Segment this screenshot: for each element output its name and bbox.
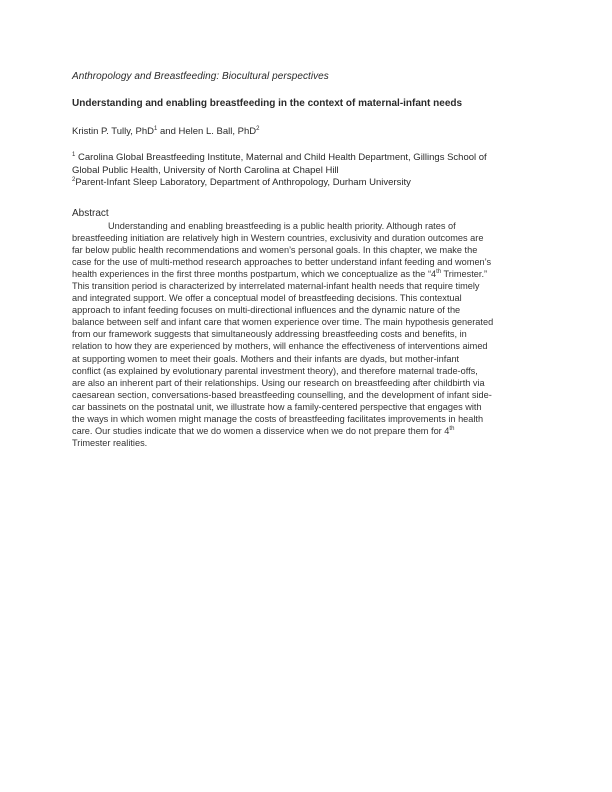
abstract-line: relation to how they are experienced by mothers, will enhance the effectiveness of interventions aimed xyxy=(72,341,488,352)
chapter-title: Understanding and enabling breastfeeding in the context of maternal-infant needs xyxy=(72,98,463,109)
abstract-line: at supporting women to meet their goals. Mothers and their infants are dyads, but mother-infant xyxy=(72,353,460,364)
abstract-line: Trimester realities. xyxy=(72,437,148,448)
abstract-line: and integrated support. We offer a conceptual model of breastfeeding decisions. This contextual xyxy=(72,293,462,304)
abstract-text: health experiences in the first three months postpartum, which we conceptualize as the “4 xyxy=(72,269,437,280)
affiliation-marker: 2 xyxy=(72,176,76,183)
affiliation-text: Parent-Infant Sleep Laboratory, Department of Anthropology, Durham University xyxy=(75,177,411,188)
abstract-line: car bassinets on the postnatal unit, we illustrate how a family-centered perspective that engages with xyxy=(72,401,482,412)
abstract-line: balance between self and infant care that women experience over time. The main hypothesis generated xyxy=(72,317,494,328)
abstract-line: from our framework suggests that simultaneously addressing breastfeeding costs and benefits, in xyxy=(72,329,467,340)
ordinal-suffix: th xyxy=(449,425,455,432)
affiliation-text: Global Public Health, University of North Carolina at Chapel Hill xyxy=(72,164,339,176)
author-line xyxy=(72,126,259,137)
abstract-line: are also an inherent part of their relationships. Using our research on breastfeeding after childbirth via xyxy=(72,377,485,388)
abstract-text: Trimester.” xyxy=(441,269,488,280)
abstract-text: care. Our studies indicate that we do women a disservice when we do not prepare them for 4 xyxy=(72,425,450,436)
abstract-line: conflict (as explained by evolutionary parental investment theory), and therefore maternal trade-offs, xyxy=(72,365,478,376)
affiliation-line xyxy=(72,177,532,190)
series-title: Anthropology and Breastfeeding: Biocultural perspectives xyxy=(72,71,329,82)
abstract-line: breastfeeding initiation are relatively high in Western countries, exclusivity and duration outcomes are xyxy=(72,233,484,244)
abstract-heading: Abstract xyxy=(72,208,109,219)
affiliation-marker: 1 xyxy=(72,151,76,158)
abstract-line: case for the use of multi-method research approaches to better understand infant feeding and women’s xyxy=(72,257,492,268)
author-name: Kristin P. Tully, PhD xyxy=(72,126,155,137)
abstract-line: This transition period is characterized by interrelated maternal-infant health needs that require timely xyxy=(72,281,480,292)
affiliation-line xyxy=(72,152,532,165)
abstract-line: the ways in which women might manage the costs of breastfeeding facilitates improvements in health xyxy=(72,413,484,424)
affiliation-line xyxy=(72,165,532,178)
abstract-line: caesarean section, conversations-based breastfeeding counselling, and the development of infant side- xyxy=(72,389,492,400)
affiliation-text: Carolina Global Breastfeeding Institute, Maternal and Child Health Department, Gillings School of xyxy=(75,152,487,163)
affiliations xyxy=(72,152,532,190)
affiliation-marker: 1 xyxy=(154,125,158,132)
abstract-line: Understanding and enabling breastfeeding is a public health priority. Although rates of xyxy=(108,221,456,231)
author-name: Helen L. Ball, PhD xyxy=(178,126,257,137)
author-joiner: and xyxy=(157,126,179,137)
abstract-body xyxy=(72,220,532,449)
abstract-line xyxy=(72,268,532,280)
abstract-line xyxy=(72,425,532,437)
ordinal-suffix: th xyxy=(436,269,442,276)
affiliation-marker: 2 xyxy=(256,125,260,132)
abstract-line: far below public health recommendations and women’s personal goals. In this chapter, we make the xyxy=(72,245,478,256)
abstract-line: approach to infant feeding focuses on multi-directional influences and the dynamic nature of the xyxy=(72,305,461,316)
